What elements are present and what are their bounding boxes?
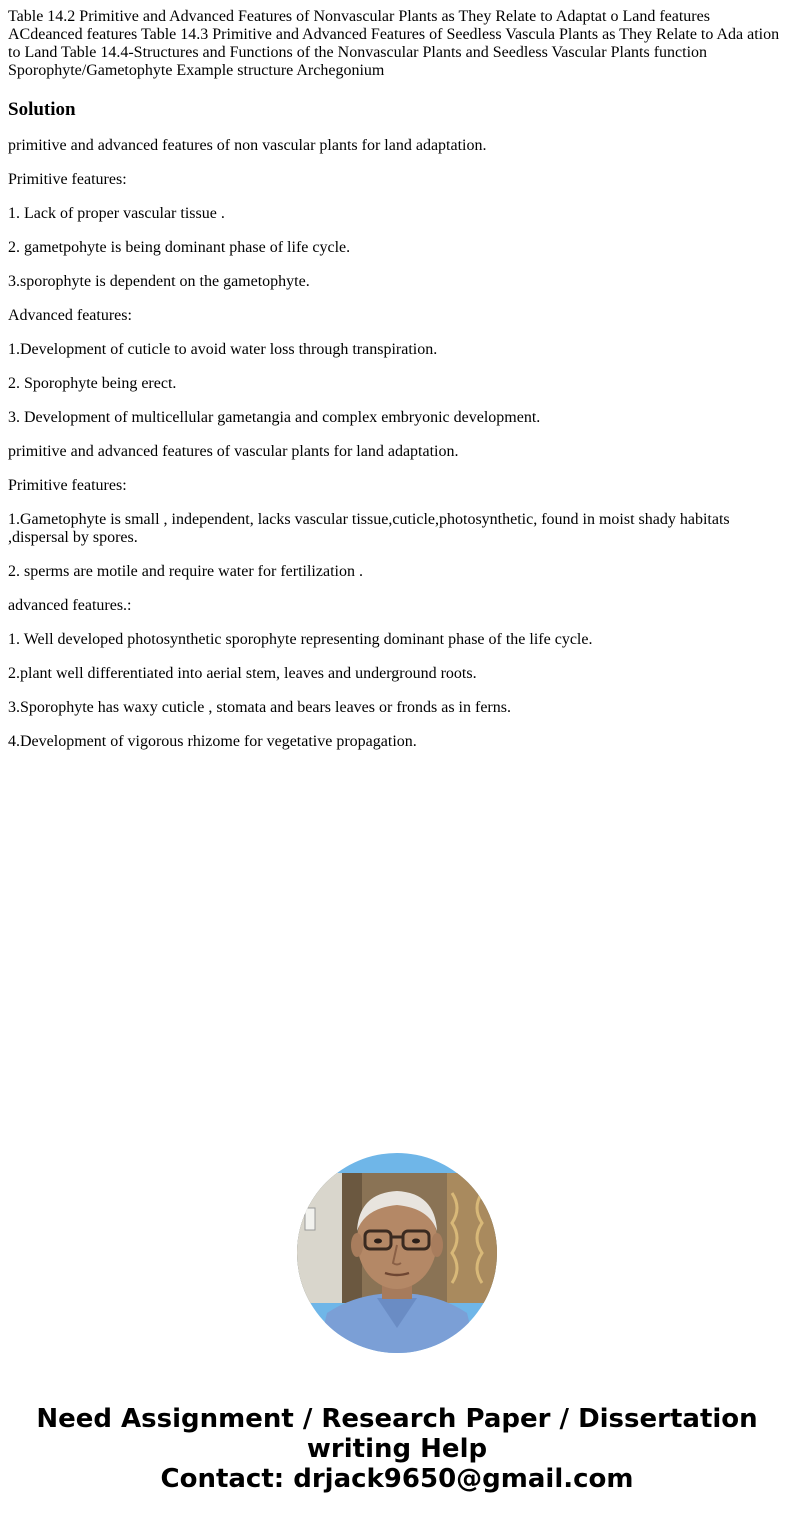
solution-paragraph: advanced features.: [8, 597, 132, 614]
solution-paragraph: 2. sperms are motile and require water for fertilization . [8, 563, 363, 580]
solution-paragraph: primitive and advanced features of vascular plants for land adaptation. [8, 443, 459, 460]
solution-paragraph: 3. Development of multicellular gametangia and complex embryonic development. [8, 409, 541, 426]
solution-heading: Solution [8, 99, 76, 120]
solution-paragraph: primitive and advanced features of non vascular plants for land adaptation. [8, 137, 487, 154]
solution-paragraph: 2.plant well differentiated into aerial stem, leaves and underground roots. [8, 665, 477, 682]
solution-paragraph: 2. gametpohyte is being dominant phase of life cycle. [8, 239, 351, 256]
solution-paragraph: Primitive features: [8, 477, 127, 494]
contact-line: Contact: drjack9650@gmail.com [160, 1464, 634, 1494]
solution-paragraph: Advanced features: [8, 307, 132, 324]
promo-line: writing Help [306, 1434, 488, 1464]
solution-paragraph: 3.sporophyte is dependent on the gametophyte. [8, 273, 310, 290]
promo-banner [0, 1404, 794, 1494]
promo-line: Need Assignment / Research Paper / Dissertation [36, 1404, 758, 1434]
solution-paragraph: 1.Gametophyte is small , independent, lacks vascular tissue,cuticle,photosynthetic, found in moist shady habitats ,dispersal by spores. [8, 511, 730, 546]
solution-paragraph: Primitive features: [8, 171, 127, 188]
author-portrait-image [297, 1153, 497, 1353]
solution-paragraph: 4.Development of vigorous rhizome for vegetative propagation. [8, 733, 417, 750]
solution-paragraph: 1.Development of cuticle to avoid water loss through transpiration. [8, 341, 438, 358]
document-content [8, 8, 786, 751]
solution-paragraph: 3.Sporophyte has waxy cuticle , stomata and bears leaves or fronds as in ferns. [8, 699, 511, 716]
author-avatar [297, 1153, 497, 1353]
solution-paragraph: 1. Lack of proper vascular tissue . [8, 205, 225, 222]
question-text: Table 14.2 Primitive and Advanced Features of Nonvascular Plants as They Relate to Adaptat o Land features ACdeanced features Table 14.3 Primitive and Advanced Features of Seedless Vascula Plants as They Relate to Ada ation to Land Table 14.4-Structures and Functions of the Nonvascular Plants and Seedless Vascular Plants function Sporophyte/Gametophyte Example structure Archegonium [8, 8, 780, 79]
solution-paragraph: 1. Well developed photosynthetic sporophyte representing dominant phase of the life cycle. [8, 631, 593, 648]
solution-paragraph: 2. Sporophyte being erect. [8, 375, 177, 392]
